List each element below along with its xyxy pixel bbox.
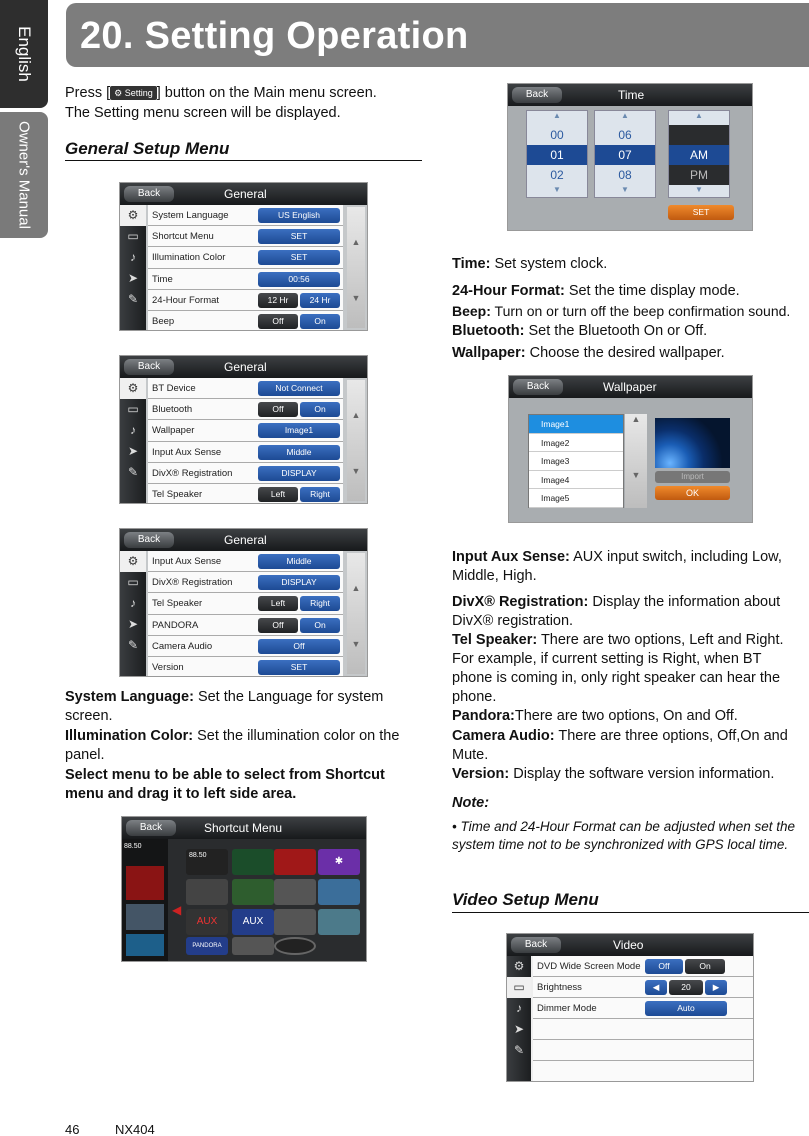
back-button[interactable]: Back: [511, 937, 561, 953]
def: Choose the desired wallpaper.: [525, 345, 725, 361]
back-button[interactable]: Back: [512, 87, 562, 103]
empty-row: [533, 1040, 753, 1061]
back-button[interactable]: Back: [513, 379, 563, 395]
option-button[interactable]: Left: [258, 487, 298, 502]
manual-tab-label: Owner's Manual: [15, 121, 33, 229]
time-value[interactable]: 08: [595, 165, 655, 185]
value-button[interactable]: SET: [258, 660, 340, 675]
screen-title: Wallpaper: [603, 380, 657, 394]
tools-icon[interactable]: ✎: [127, 465, 139, 479]
tools-icon[interactable]: ✎: [127, 292, 139, 306]
aux-tile[interactable]: AUX: [232, 909, 274, 935]
option-button[interactable]: Off: [258, 314, 298, 329]
setting-button-label: Setting: [124, 88, 153, 98]
scroll-up-icon[interactable]: ▲: [631, 414, 641, 424]
wallpaper-preview: [655, 418, 730, 468]
time-column[interactable]: [594, 110, 656, 198]
scrollbar[interactable]: [347, 380, 365, 501]
manual-tab: [0, 112, 48, 238]
video-screen: [506, 933, 754, 1082]
ok-button[interactable]: OK: [655, 486, 730, 500]
freq-label: 88.50: [124, 843, 142, 850]
value-button[interactable]: Image1: [258, 423, 340, 438]
option-button[interactable]: Off: [645, 959, 683, 974]
page-header: [66, 3, 809, 67]
setting-row: [148, 593, 343, 614]
general-screen: [119, 528, 368, 677]
option-button[interactable]: Right: [300, 487, 340, 502]
row-label: Illumination Color: [152, 252, 226, 264]
setting-row: [148, 205, 343, 226]
desc-24hour: [452, 282, 809, 301]
row-label: Bluetooth: [152, 404, 193, 416]
setting-row: [148, 484, 343, 504]
note-text: • Time and 24-Hour Format can be adjusted when set the system time not to be synchronized with GPS local time.: [452, 819, 796, 852]
setting-row: [148, 657, 343, 677]
value-button[interactable]: Middle: [258, 445, 340, 460]
shortcut-left-area[interactable]: [122, 839, 168, 961]
desc-wallpaper: [452, 344, 809, 363]
video-icon[interactable]: ▭: [507, 977, 531, 998]
set-button[interactable]: SET: [668, 205, 734, 220]
decrease-icon[interactable]: ◀: [645, 980, 667, 995]
shortcut-screen: [121, 816, 367, 962]
row-label: BT Device: [152, 383, 196, 394]
wallpaper-item[interactable]: Image2: [529, 434, 623, 453]
def: Set the Language for system screen.: [65, 689, 384, 724]
term: System Language:: [65, 689, 194, 705]
option-button[interactable]: Off: [258, 618, 298, 633]
screen-title: Time: [618, 88, 645, 102]
general-screen: [119, 355, 368, 504]
value-button[interactable]: SET: [258, 229, 340, 244]
screen-title: Shortcut Menu: [204, 821, 283, 835]
empty-row: [533, 1061, 753, 1082]
def: Display the information about DivX® registration.: [452, 594, 781, 629]
desc-camera-audio: [452, 727, 800, 765]
wallpaper-item[interactable]: Image1: [529, 415, 623, 434]
value-button[interactable]: DISPLAY: [258, 466, 340, 481]
tools-icon[interactable]: ✎: [127, 638, 139, 652]
time-column[interactable]: [668, 110, 730, 198]
increase-icon[interactable]: ▶: [705, 980, 727, 995]
term: Wallpaper:: [452, 345, 526, 361]
down-arrow-icon[interactable]: ▼: [621, 185, 629, 194]
shortcut-slot[interactable]: [126, 866, 164, 900]
aux-tile[interactable]: AUX: [186, 909, 228, 935]
row-label: Time: [152, 273, 173, 285]
desc-divx: [452, 593, 800, 631]
term: 24-Hour Format:: [452, 283, 565, 299]
video-icon[interactable]: ▭: [127, 575, 139, 589]
row-label: Tel Speaker: [152, 488, 203, 500]
general-rule: [65, 160, 422, 161]
scrollbar[interactable]: [347, 207, 365, 328]
wallpaper-item[interactable]: Image3: [529, 452, 623, 471]
gear-icon[interactable]: ⚙: [513, 959, 525, 973]
pandora-tile[interactable]: PANDORA: [186, 937, 228, 955]
audio-icon[interactable]: ♪: [130, 250, 136, 264]
gear-icon[interactable]: ⚙: [120, 551, 146, 572]
category-icons: [120, 551, 146, 676]
row-label: Version: [152, 661, 184, 673]
scroll-down-icon[interactable]: ▼: [351, 639, 361, 649]
video-rule: [452, 912, 809, 913]
category-icons: [120, 378, 146, 503]
shortcut-tile[interactable]: [318, 909, 360, 935]
def: Set the Bluetooth On or Off.: [524, 323, 708, 339]
setting-row: [148, 551, 343, 572]
def: There are three options, Off,On and Mute.: [452, 728, 788, 763]
back-button[interactable]: Back: [124, 532, 174, 548]
category-icons: [507, 956, 531, 1081]
shortcut-slot[interactable]: [126, 934, 164, 956]
row-label: Camera Audio: [152, 640, 213, 652]
time-value[interactable]: PM: [669, 165, 729, 185]
scroll-up-icon[interactable]: ▲: [351, 237, 361, 247]
shortcut-tile[interactable]: [274, 909, 316, 935]
row-label: Input Aux Sense: [152, 446, 222, 458]
scroll-down-icon[interactable]: ▼: [351, 466, 361, 476]
category-icons: [120, 205, 146, 330]
time-value[interactable]: [669, 125, 729, 145]
shortcut-tile[interactable]: [274, 849, 316, 875]
wallpaper-list: [528, 414, 624, 508]
desc-tel-speaker: [452, 631, 800, 707]
shortcut-tile[interactable]: [318, 879, 360, 905]
back-button[interactable]: Back: [124, 186, 174, 202]
desc-beep: [452, 302, 809, 321]
row-label: Beep: [152, 315, 175, 327]
setting-row: [148, 311, 343, 331]
audio-icon[interactable]: ♪: [516, 1001, 522, 1015]
tools-icon[interactable]: ✎: [513, 1043, 525, 1057]
gear-icon[interactable]: ⚙: [120, 378, 146, 399]
row-label: DivX® Registration: [152, 577, 233, 589]
time-value[interactable]: 00: [527, 125, 587, 145]
audio-icon[interactable]: ♪: [130, 423, 136, 437]
row-label: Dimmer Mode: [537, 1003, 597, 1014]
row-label: PANDORA: [152, 619, 199, 631]
import-button[interactable]: Import: [655, 471, 730, 483]
empty-row: [533, 1019, 753, 1040]
screen-title: Video: [613, 938, 644, 952]
video-heading: Video Setup Menu: [452, 890, 599, 909]
video-icon[interactable]: ▭: [127, 229, 139, 243]
navigation-icon[interactable]: ➤: [127, 444, 139, 458]
time-value[interactable]: AM: [669, 145, 729, 165]
shortcut-tile[interactable]: [274, 879, 316, 905]
value-button[interactable]: Middle: [258, 554, 340, 569]
term: Pandora:: [452, 708, 515, 724]
screen-title: General: [224, 187, 267, 201]
language-tab-label: English: [15, 26, 34, 82]
row-label: DVD Wide Screen Mode: [537, 961, 641, 972]
term: DivX® Registration:: [452, 594, 589, 610]
desc-input-aux: [452, 548, 800, 586]
intro-press: Press [: [65, 85, 111, 101]
navigation-icon[interactable]: ➤: [127, 271, 139, 285]
wallpaper-item[interactable]: Image5: [529, 489, 623, 508]
scroll-down-icon[interactable]: ▼: [631, 470, 641, 480]
shortcut-tile[interactable]: [186, 879, 228, 905]
wallpaper-screen: [508, 375, 753, 523]
value-display: 20: [669, 980, 703, 995]
def: Turn on or turn off the beep confirmation sound.: [490, 303, 791, 319]
option-button[interactable]: On: [300, 618, 340, 633]
wallpaper-item[interactable]: Image4: [529, 471, 623, 490]
navigation-icon[interactable]: ➤: [127, 617, 139, 631]
up-arrow-icon[interactable]: ▲: [553, 111, 561, 120]
shortcut-tile[interactable]: [232, 879, 274, 905]
def: AUX input switch, including Low, Middle, High.: [452, 549, 782, 584]
setting-row: [148, 226, 343, 247]
setting-row: [148, 420, 343, 441]
gear-icon[interactable]: ⚙: [120, 205, 146, 226]
value-button[interactable]: SET: [258, 250, 340, 265]
time-screen: [507, 83, 753, 231]
down-arrow-icon[interactable]: ▼: [695, 185, 703, 194]
intro-press-rest: ] button on the Main menu screen.: [156, 85, 377, 101]
language-tab: [0, 0, 48, 108]
term: Tel Speaker:: [452, 632, 538, 648]
down-arrow-icon[interactable]: ▼: [553, 185, 561, 194]
audio-icon[interactable]: ♪: [130, 596, 136, 610]
value-button[interactable]: US English: [258, 208, 340, 223]
value-button[interactable]: Auto: [645, 1001, 727, 1016]
scroll-down-icon[interactable]: ▼: [351, 293, 361, 303]
screen-title: General: [224, 533, 267, 547]
def: There are two options, Left and Right. For example, if current setting is Right, when BT phone is coming in, only right speaker can hear the phone.: [452, 632, 784, 705]
row-label: Shortcut Menu: [152, 231, 214, 243]
intro-line-1: [65, 84, 405, 103]
option-button[interactable]: 24 Hr: [300, 293, 340, 308]
setting-row: [533, 956, 753, 977]
setting-row: [148, 463, 343, 484]
row-label: Brightness: [537, 982, 582, 993]
option-button[interactable]: 12 Hr: [258, 293, 298, 308]
page-title: 20. Setting Operation: [80, 15, 469, 57]
def: Display the software version information.: [509, 766, 775, 782]
back-button[interactable]: Back: [126, 820, 176, 836]
setting-row: [148, 636, 343, 657]
term: Input Aux Sense:: [452, 549, 570, 565]
term: Beep:: [452, 303, 491, 319]
setting-row: [148, 442, 343, 463]
back-button[interactable]: Back: [124, 359, 174, 375]
def: Set system clock.: [490, 256, 608, 272]
screen-title: General: [224, 360, 267, 374]
setting-row: [148, 247, 343, 268]
option-button[interactable]: On: [685, 959, 725, 974]
option-button[interactable]: Right: [300, 596, 340, 611]
desc-illumination: [65, 727, 415, 765]
row-label: System Language: [152, 210, 229, 221]
navigation-icon[interactable]: ➤: [513, 1022, 525, 1036]
setting-row: [148, 290, 343, 311]
left-arrow-icon[interactable]: ◀: [172, 903, 182, 917]
def: Set the illumination color on the panel.: [65, 728, 400, 763]
video-icon[interactable]: ▭: [127, 402, 139, 416]
desc-system-language: [65, 688, 415, 726]
bluetooth-icon[interactable]: ✱: [318, 849, 360, 875]
scroll-up-icon[interactable]: ▲: [351, 410, 361, 420]
option-button[interactable]: Left: [258, 596, 298, 611]
setting-row: [148, 615, 343, 636]
shortcut-tile[interactable]: [232, 937, 274, 955]
desc-pandora: [452, 707, 800, 726]
desc-bluetooth: [452, 322, 809, 341]
setting-row: [148, 378, 343, 399]
value-button[interactable]: 00:56: [258, 272, 340, 287]
term: Camera Audio:: [452, 728, 555, 744]
time-value[interactable]: 01: [527, 145, 587, 165]
setting-row: [148, 572, 343, 593]
time-value[interactable]: 06: [595, 125, 655, 145]
time-value[interactable]: 07: [595, 145, 655, 165]
setting-row: [148, 399, 343, 420]
list-scrollbar[interactable]: [625, 414, 647, 508]
row-label: Input Aux Sense: [152, 556, 222, 567]
setting-row: [148, 269, 343, 290]
shortcut-tile-radio[interactable]: 88.50: [186, 849, 228, 875]
setting-row: [533, 998, 753, 1019]
desc-shortcut: Select menu to be able to select from Shortcut menu and drag it to left side area.: [65, 767, 385, 802]
desc-version: [452, 765, 800, 784]
scrollbar[interactable]: [347, 553, 365, 674]
row-label: Wallpaper: [152, 425, 195, 437]
scroll-up-icon[interactable]: ▲: [351, 583, 361, 593]
general-screen: [119, 182, 368, 331]
row-label: Tel Speaker: [152, 598, 203, 610]
row-label: 24-Hour Format: [152, 294, 220, 306]
desc-time: [452, 255, 807, 274]
page-number: 46: [65, 1122, 80, 1136]
note-title: Note:: [452, 795, 490, 811]
shortcut-tile[interactable]: [232, 849, 274, 875]
def: There are two options, On and Off.: [514, 708, 738, 724]
term: Version:: [452, 766, 510, 782]
intro-line-2: The Setting menu screen will be displayed.: [65, 105, 341, 121]
shortcut-tile[interactable]: [274, 937, 316, 955]
up-arrow-icon[interactable]: ▲: [621, 111, 629, 120]
term: Bluetooth:: [452, 323, 525, 339]
term: Time:: [452, 256, 491, 272]
setting-row: [533, 977, 753, 998]
setting-button-icon: ⚙ Setting: [110, 86, 157, 100]
model-name: NX404: [115, 1122, 155, 1136]
def: Set the time display mode.: [564, 283, 740, 299]
up-arrow-icon[interactable]: ▲: [695, 111, 703, 120]
row-label: DivX® Registration: [152, 467, 233, 479]
option-button[interactable]: On: [300, 314, 340, 329]
option-button[interactable]: On: [300, 402, 340, 417]
value-button[interactable]: Not Connect: [258, 381, 340, 396]
value-button[interactable]: Off: [258, 639, 340, 654]
value-button[interactable]: DISPLAY: [258, 575, 340, 590]
general-heading: General Setup Menu: [65, 139, 230, 158]
option-button[interactable]: Off: [258, 402, 298, 417]
term: Illumination Color:: [65, 728, 194, 744]
time-column[interactable]: [526, 110, 588, 198]
time-value[interactable]: 02: [527, 165, 587, 185]
shortcut-slot[interactable]: [126, 904, 164, 930]
